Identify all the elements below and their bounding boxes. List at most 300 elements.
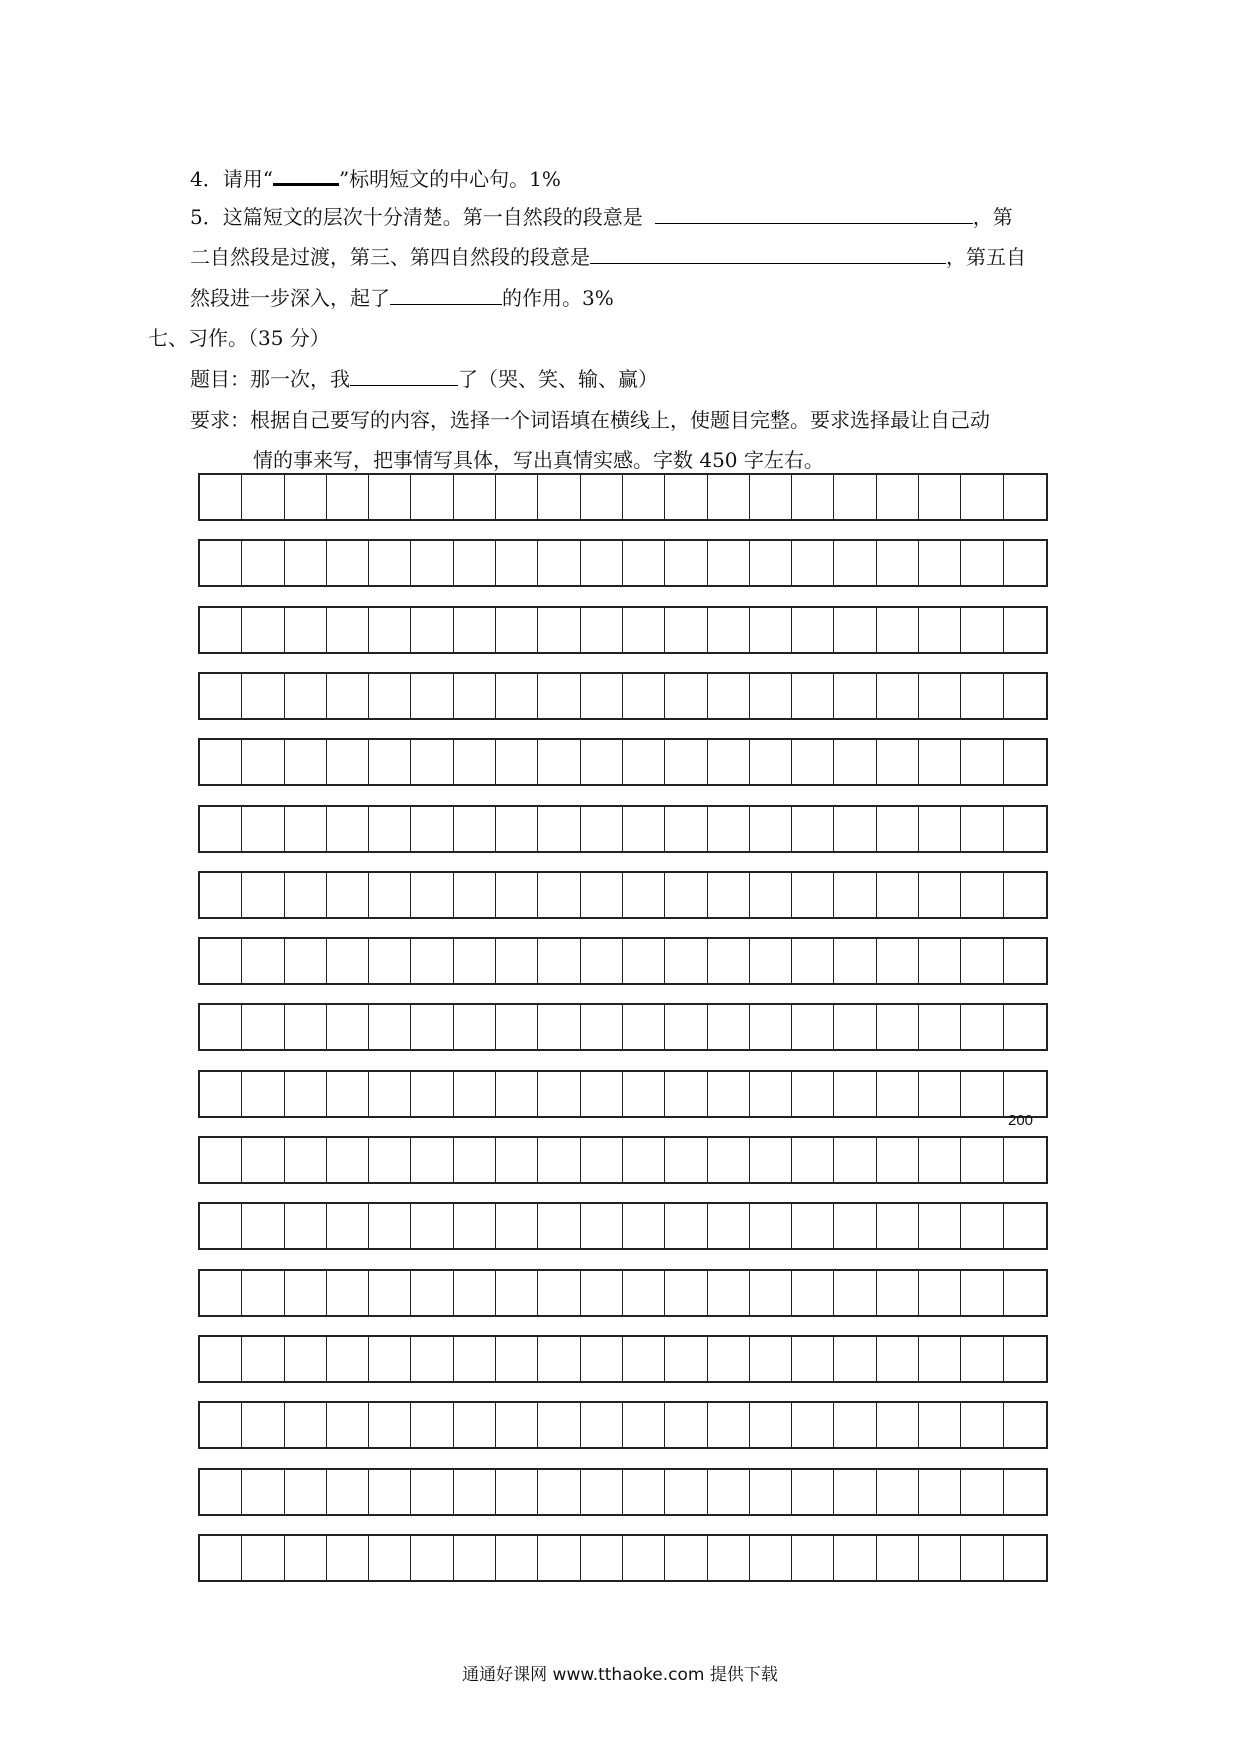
grid-cell[interactable] xyxy=(877,1138,919,1182)
grid-cell[interactable] xyxy=(200,1536,242,1580)
grid-cell[interactable] xyxy=(496,608,538,652)
grid-cell[interactable] xyxy=(919,939,961,983)
grid-cell[interactable] xyxy=(919,1204,961,1248)
grid-cell[interactable] xyxy=(834,939,876,983)
grid-cell[interactable] xyxy=(411,740,453,784)
grid-cell[interactable] xyxy=(242,674,284,718)
grid-cell[interactable] xyxy=(496,939,538,983)
grid-cell[interactable] xyxy=(327,1536,369,1580)
grid-cell[interactable] xyxy=(877,1470,919,1514)
grid-cell[interactable] xyxy=(708,541,750,585)
grid-cell[interactable] xyxy=(665,608,707,652)
grid-cell[interactable] xyxy=(1004,1204,1046,1248)
grid-cell[interactable] xyxy=(665,674,707,718)
grid-cell[interactable] xyxy=(750,1470,792,1514)
grid-cell[interactable] xyxy=(1004,873,1046,917)
grid-cell[interactable] xyxy=(411,807,453,851)
grid-cell[interactable] xyxy=(285,939,327,983)
grid-cell[interactable] xyxy=(834,475,876,519)
grid-cell[interactable] xyxy=(327,740,369,784)
grid-cell[interactable] xyxy=(961,1005,1003,1049)
grid-cell[interactable] xyxy=(200,807,242,851)
grid-cell[interactable] xyxy=(369,1536,411,1580)
grid-cell[interactable] xyxy=(411,1204,453,1248)
grid-cell[interactable] xyxy=(200,1204,242,1248)
grid-cell[interactable] xyxy=(200,873,242,917)
grid-cell[interactable] xyxy=(708,475,750,519)
grid-cell[interactable] xyxy=(496,1470,538,1514)
grid-cell[interactable] xyxy=(877,475,919,519)
grid-cell[interactable] xyxy=(327,608,369,652)
grid-cell[interactable] xyxy=(919,1470,961,1514)
grid-cell[interactable] xyxy=(1004,1138,1046,1182)
grid-cell[interactable] xyxy=(327,1271,369,1315)
grid-cell[interactable] xyxy=(792,1204,834,1248)
grid-cell[interactable] xyxy=(1004,1072,1046,1116)
grid-cell[interactable] xyxy=(665,1138,707,1182)
grid-cell[interactable] xyxy=(961,1072,1003,1116)
grid-cell[interactable] xyxy=(327,939,369,983)
grid-cell[interactable] xyxy=(750,475,792,519)
grid-cell[interactable] xyxy=(750,1403,792,1447)
grid-cell[interactable] xyxy=(538,541,580,585)
grid-cell[interactable] xyxy=(454,475,496,519)
grid-cell[interactable] xyxy=(834,608,876,652)
grid-cell[interactable] xyxy=(285,1337,327,1381)
grid-cell[interactable] xyxy=(623,939,665,983)
grid-cell[interactable] xyxy=(496,1072,538,1116)
grid-cell[interactable] xyxy=(919,1072,961,1116)
grid-cell[interactable] xyxy=(242,1403,284,1447)
grid-cell[interactable] xyxy=(961,475,1003,519)
grid-cell[interactable] xyxy=(411,1536,453,1580)
grid-cell[interactable] xyxy=(623,475,665,519)
grid-cell[interactable] xyxy=(242,1271,284,1315)
grid-cell[interactable] xyxy=(285,541,327,585)
grid-cell[interactable] xyxy=(242,541,284,585)
grid-cell[interactable] xyxy=(369,1072,411,1116)
grid-cell[interactable] xyxy=(919,873,961,917)
grid-cell[interactable] xyxy=(496,1204,538,1248)
grid-cell[interactable] xyxy=(919,475,961,519)
grid-cell[interactable] xyxy=(1004,939,1046,983)
grid-cell[interactable] xyxy=(411,674,453,718)
grid-cell[interactable] xyxy=(877,608,919,652)
grid-cell[interactable] xyxy=(623,1403,665,1447)
grid-cell[interactable] xyxy=(623,608,665,652)
grid-cell[interactable] xyxy=(285,1072,327,1116)
grid-cell[interactable] xyxy=(454,1005,496,1049)
grid-cell[interactable] xyxy=(496,1337,538,1381)
grid-cell[interactable] xyxy=(665,541,707,585)
grid-cell[interactable] xyxy=(792,1403,834,1447)
grid-cell[interactable] xyxy=(327,1072,369,1116)
grid-cell[interactable] xyxy=(919,1403,961,1447)
grid-cell[interactable] xyxy=(750,873,792,917)
grid-cell[interactable] xyxy=(1004,1005,1046,1049)
grid-cell[interactable] xyxy=(834,873,876,917)
grid-cell[interactable] xyxy=(285,1204,327,1248)
grid-cell[interactable] xyxy=(792,1337,834,1381)
grid-cell[interactable] xyxy=(538,939,580,983)
grid-cell[interactable] xyxy=(285,740,327,784)
grid-cell[interactable] xyxy=(792,475,834,519)
grid-cell[interactable] xyxy=(411,1470,453,1514)
grid-cell[interactable] xyxy=(454,939,496,983)
grid-cell[interactable] xyxy=(919,541,961,585)
grid-cell[interactable] xyxy=(919,1337,961,1381)
grid-cell[interactable] xyxy=(708,1337,750,1381)
grid-cell[interactable] xyxy=(792,1271,834,1315)
grid-cell[interactable] xyxy=(708,1138,750,1182)
grid-cell[interactable] xyxy=(581,1271,623,1315)
grid-cell[interactable] xyxy=(581,1403,623,1447)
grid-cell[interactable] xyxy=(200,1072,242,1116)
grid-cell[interactable] xyxy=(834,1005,876,1049)
grid-cell[interactable] xyxy=(919,674,961,718)
grid-cell[interactable] xyxy=(1004,475,1046,519)
grid-cell[interactable] xyxy=(750,740,792,784)
grid-cell[interactable] xyxy=(623,1072,665,1116)
grid-cell[interactable] xyxy=(369,1403,411,1447)
grid-cell[interactable] xyxy=(411,873,453,917)
grid-cell[interactable] xyxy=(242,608,284,652)
grid-cell[interactable] xyxy=(411,475,453,519)
grid-cell[interactable] xyxy=(834,1271,876,1315)
grid-cell[interactable] xyxy=(961,939,1003,983)
grid-cell[interactable] xyxy=(877,807,919,851)
grid-cell[interactable] xyxy=(327,1403,369,1447)
grid-cell[interactable] xyxy=(411,1403,453,1447)
grid-cell[interactable] xyxy=(327,873,369,917)
grid-cell[interactable] xyxy=(496,1138,538,1182)
grid-cell[interactable] xyxy=(242,1072,284,1116)
grid-cell[interactable] xyxy=(1004,541,1046,585)
grid-cell[interactable] xyxy=(369,608,411,652)
grid-cell[interactable] xyxy=(327,1005,369,1049)
grid-cell[interactable] xyxy=(792,674,834,718)
grid-cell[interactable] xyxy=(496,475,538,519)
grid-cell[interactable] xyxy=(961,1536,1003,1580)
grid-cell[interactable] xyxy=(750,939,792,983)
grid-cell[interactable] xyxy=(285,475,327,519)
grid-cell[interactable] xyxy=(327,475,369,519)
grid-cell[interactable] xyxy=(369,939,411,983)
grid-cell[interactable] xyxy=(454,1072,496,1116)
grid-cell[interactable] xyxy=(708,1470,750,1514)
grid-cell[interactable] xyxy=(581,475,623,519)
grid-cell[interactable] xyxy=(919,1138,961,1182)
grid-cell[interactable] xyxy=(665,1271,707,1315)
grid-cell[interactable] xyxy=(327,541,369,585)
grid-cell[interactable] xyxy=(200,608,242,652)
grid-cell[interactable] xyxy=(369,740,411,784)
grid-cell[interactable] xyxy=(919,1005,961,1049)
grid-cell[interactable] xyxy=(454,674,496,718)
grid-cell[interactable] xyxy=(454,608,496,652)
grid-cell[interactable] xyxy=(623,1470,665,1514)
grid-cell[interactable] xyxy=(665,807,707,851)
grid-cell[interactable] xyxy=(200,939,242,983)
grid-cell[interactable] xyxy=(496,807,538,851)
grid-cell[interactable] xyxy=(200,1470,242,1514)
grid-cell[interactable] xyxy=(623,1204,665,1248)
grid-cell[interactable] xyxy=(877,1403,919,1447)
grid-cell[interactable] xyxy=(581,939,623,983)
grid-cell[interactable] xyxy=(411,541,453,585)
grid-cell[interactable] xyxy=(327,674,369,718)
grid-cell[interactable] xyxy=(792,1072,834,1116)
grid-cell[interactable] xyxy=(665,1005,707,1049)
grid-cell[interactable] xyxy=(369,674,411,718)
grid-cell[interactable] xyxy=(708,1072,750,1116)
grid-cell[interactable] xyxy=(834,807,876,851)
grid-cell[interactable] xyxy=(665,1470,707,1514)
grid-cell[interactable] xyxy=(411,608,453,652)
grid-cell[interactable] xyxy=(750,807,792,851)
grid-cell[interactable] xyxy=(581,608,623,652)
grid-cell[interactable] xyxy=(919,1271,961,1315)
grid-cell[interactable] xyxy=(285,1536,327,1580)
grid-cell[interactable] xyxy=(961,1337,1003,1381)
grid-cell[interactable] xyxy=(919,807,961,851)
grid-cell[interactable] xyxy=(1004,674,1046,718)
grid-cell[interactable] xyxy=(538,1005,580,1049)
grid-cell[interactable] xyxy=(834,541,876,585)
grid-cell[interactable] xyxy=(750,1271,792,1315)
grid-cell[interactable] xyxy=(285,1271,327,1315)
grid-cell[interactable] xyxy=(877,939,919,983)
grid-cell[interactable] xyxy=(200,1138,242,1182)
grid-cell[interactable] xyxy=(242,1337,284,1381)
grid-cell[interactable] xyxy=(285,1005,327,1049)
grid-cell[interactable] xyxy=(877,873,919,917)
grid-cell[interactable] xyxy=(665,740,707,784)
grid-cell[interactable] xyxy=(454,1271,496,1315)
grid-cell[interactable] xyxy=(623,1138,665,1182)
grid-cell[interactable] xyxy=(623,541,665,585)
grid-cell[interactable] xyxy=(538,740,580,784)
grid-cell[interactable] xyxy=(877,1337,919,1381)
grid-cell[interactable] xyxy=(285,1470,327,1514)
grid-cell[interactable] xyxy=(708,674,750,718)
grid-cell[interactable] xyxy=(581,1204,623,1248)
grid-cell[interactable] xyxy=(792,1005,834,1049)
grid-cell[interactable] xyxy=(496,674,538,718)
grid-cell[interactable] xyxy=(496,1536,538,1580)
grid-cell[interactable] xyxy=(834,1204,876,1248)
grid-cell[interactable] xyxy=(285,1138,327,1182)
grid-cell[interactable] xyxy=(496,1403,538,1447)
grid-cell[interactable] xyxy=(1004,1403,1046,1447)
grid-cell[interactable] xyxy=(581,541,623,585)
grid-cell[interactable] xyxy=(792,1470,834,1514)
grid-cell[interactable] xyxy=(623,1271,665,1315)
grid-cell[interactable] xyxy=(327,1337,369,1381)
grid-cell[interactable] xyxy=(285,1403,327,1447)
grid-cell[interactable] xyxy=(750,1337,792,1381)
grid-cell[interactable] xyxy=(665,1337,707,1381)
grid-cell[interactable] xyxy=(623,1005,665,1049)
grid-cell[interactable] xyxy=(961,1204,1003,1248)
grid-cell[interactable] xyxy=(877,1005,919,1049)
grid-cell[interactable] xyxy=(665,1536,707,1580)
grid-cell[interactable] xyxy=(750,1204,792,1248)
grid-cell[interactable] xyxy=(411,1072,453,1116)
grid-cell[interactable] xyxy=(665,873,707,917)
grid-cell[interactable] xyxy=(708,807,750,851)
grid-cell[interactable] xyxy=(369,541,411,585)
grid-cell[interactable] xyxy=(623,674,665,718)
grid-cell[interactable] xyxy=(834,674,876,718)
grid-cell[interactable] xyxy=(242,939,284,983)
grid-cell[interactable] xyxy=(242,1204,284,1248)
grid-cell[interactable] xyxy=(285,807,327,851)
grid-cell[interactable] xyxy=(1004,1337,1046,1381)
grid-cell[interactable] xyxy=(538,1536,580,1580)
grid-cell[interactable] xyxy=(708,1403,750,1447)
grid-cell[interactable] xyxy=(242,1138,284,1182)
grid-cell[interactable] xyxy=(708,873,750,917)
grid-cell[interactable] xyxy=(919,608,961,652)
grid-cell[interactable] xyxy=(411,1271,453,1315)
grid-cell[interactable] xyxy=(877,1271,919,1315)
grid-cell[interactable] xyxy=(877,541,919,585)
grid-cell[interactable] xyxy=(792,541,834,585)
grid-cell[interactable] xyxy=(581,1536,623,1580)
grid-cell[interactable] xyxy=(623,807,665,851)
grid-cell[interactable] xyxy=(750,1536,792,1580)
grid-cell[interactable] xyxy=(369,873,411,917)
grid-cell[interactable] xyxy=(581,1005,623,1049)
grid-cell[interactable] xyxy=(581,1470,623,1514)
grid-cell[interactable] xyxy=(1004,740,1046,784)
grid-cell[interactable] xyxy=(665,475,707,519)
grid-cell[interactable] xyxy=(454,1403,496,1447)
grid-cell[interactable] xyxy=(369,1470,411,1514)
grid-cell[interactable] xyxy=(792,1536,834,1580)
grid-cell[interactable] xyxy=(665,1403,707,1447)
grid-cell[interactable] xyxy=(454,541,496,585)
grid-cell[interactable] xyxy=(961,608,1003,652)
grid-cell[interactable] xyxy=(285,674,327,718)
grid-cell[interactable] xyxy=(877,1536,919,1580)
grid-cell[interactable] xyxy=(538,1403,580,1447)
grid-cell[interactable] xyxy=(623,1337,665,1381)
grid-cell[interactable] xyxy=(750,1138,792,1182)
grid-cell[interactable] xyxy=(581,807,623,851)
grid-cell[interactable] xyxy=(242,475,284,519)
grid-cell[interactable] xyxy=(454,1536,496,1580)
grid-cell[interactable] xyxy=(708,1536,750,1580)
grid-cell[interactable] xyxy=(708,1005,750,1049)
grid-cell[interactable] xyxy=(623,740,665,784)
grid-cell[interactable] xyxy=(538,608,580,652)
grid-cell[interactable] xyxy=(708,608,750,652)
grid-cell[interactable] xyxy=(454,740,496,784)
grid-cell[interactable] xyxy=(750,1005,792,1049)
grid-cell[interactable] xyxy=(877,1072,919,1116)
grid-cell[interactable] xyxy=(369,1138,411,1182)
grid-cell[interactable] xyxy=(961,1403,1003,1447)
grid-cell[interactable] xyxy=(665,1072,707,1116)
grid-cell[interactable] xyxy=(708,1204,750,1248)
grid-cell[interactable] xyxy=(285,873,327,917)
grid-cell[interactable] xyxy=(454,873,496,917)
grid-cell[interactable] xyxy=(454,1204,496,1248)
grid-cell[interactable] xyxy=(327,1204,369,1248)
grid-cell[interactable] xyxy=(1004,1536,1046,1580)
grid-cell[interactable] xyxy=(792,1138,834,1182)
grid-cell[interactable] xyxy=(581,1337,623,1381)
grid-cell[interactable] xyxy=(919,1536,961,1580)
grid-cell[interactable] xyxy=(792,939,834,983)
grid-cell[interactable] xyxy=(665,1204,707,1248)
grid-cell[interactable] xyxy=(454,807,496,851)
grid-cell[interactable] xyxy=(538,1072,580,1116)
grid-cell[interactable] xyxy=(877,740,919,784)
grid-cell[interactable] xyxy=(665,939,707,983)
grid-cell[interactable] xyxy=(1004,1470,1046,1514)
grid-cell[interactable] xyxy=(454,1337,496,1381)
grid-cell[interactable] xyxy=(200,674,242,718)
grid-cell[interactable] xyxy=(242,1005,284,1049)
grid-cell[interactable] xyxy=(877,1204,919,1248)
grid-cell[interactable] xyxy=(792,740,834,784)
grid-cell[interactable] xyxy=(200,1005,242,1049)
grid-cell[interactable] xyxy=(581,674,623,718)
grid-cell[interactable] xyxy=(750,674,792,718)
grid-cell[interactable] xyxy=(538,1204,580,1248)
grid-cell[interactable] xyxy=(961,1271,1003,1315)
grid-cell[interactable] xyxy=(496,1005,538,1049)
grid-cell[interactable] xyxy=(1004,807,1046,851)
grid-cell[interactable] xyxy=(708,939,750,983)
grid-cell[interactable] xyxy=(200,475,242,519)
grid-cell[interactable] xyxy=(242,740,284,784)
grid-cell[interactable] xyxy=(834,1138,876,1182)
grid-cell[interactable] xyxy=(538,807,580,851)
grid-cell[interactable] xyxy=(1004,608,1046,652)
grid-cell[interactable] xyxy=(538,1138,580,1182)
grid-cell[interactable] xyxy=(961,873,1003,917)
grid-cell[interactable] xyxy=(369,1337,411,1381)
grid-cell[interactable] xyxy=(792,608,834,652)
grid-cell[interactable] xyxy=(411,1138,453,1182)
grid-cell[interactable] xyxy=(623,873,665,917)
grid-cell[interactable] xyxy=(327,1138,369,1182)
grid-cell[interactable] xyxy=(750,1072,792,1116)
grid-cell[interactable] xyxy=(496,873,538,917)
grid-cell[interactable] xyxy=(581,873,623,917)
grid-cell[interactable] xyxy=(581,1072,623,1116)
grid-cell[interactable] xyxy=(623,1536,665,1580)
grid-cell[interactable] xyxy=(369,807,411,851)
grid-cell[interactable] xyxy=(581,740,623,784)
grid-cell[interactable] xyxy=(708,740,750,784)
grid-cell[interactable] xyxy=(834,1337,876,1381)
answer-blank-2[interactable] xyxy=(590,243,946,264)
grid-cell[interactable] xyxy=(327,807,369,851)
grid-cell[interactable] xyxy=(200,1403,242,1447)
grid-cell[interactable] xyxy=(496,1271,538,1315)
grid-cell[interactable] xyxy=(1004,1271,1046,1315)
grid-cell[interactable] xyxy=(200,740,242,784)
grid-cell[interactable] xyxy=(581,1138,623,1182)
grid-cell[interactable] xyxy=(538,873,580,917)
grid-cell[interactable] xyxy=(496,740,538,784)
grid-cell[interactable] xyxy=(411,1337,453,1381)
